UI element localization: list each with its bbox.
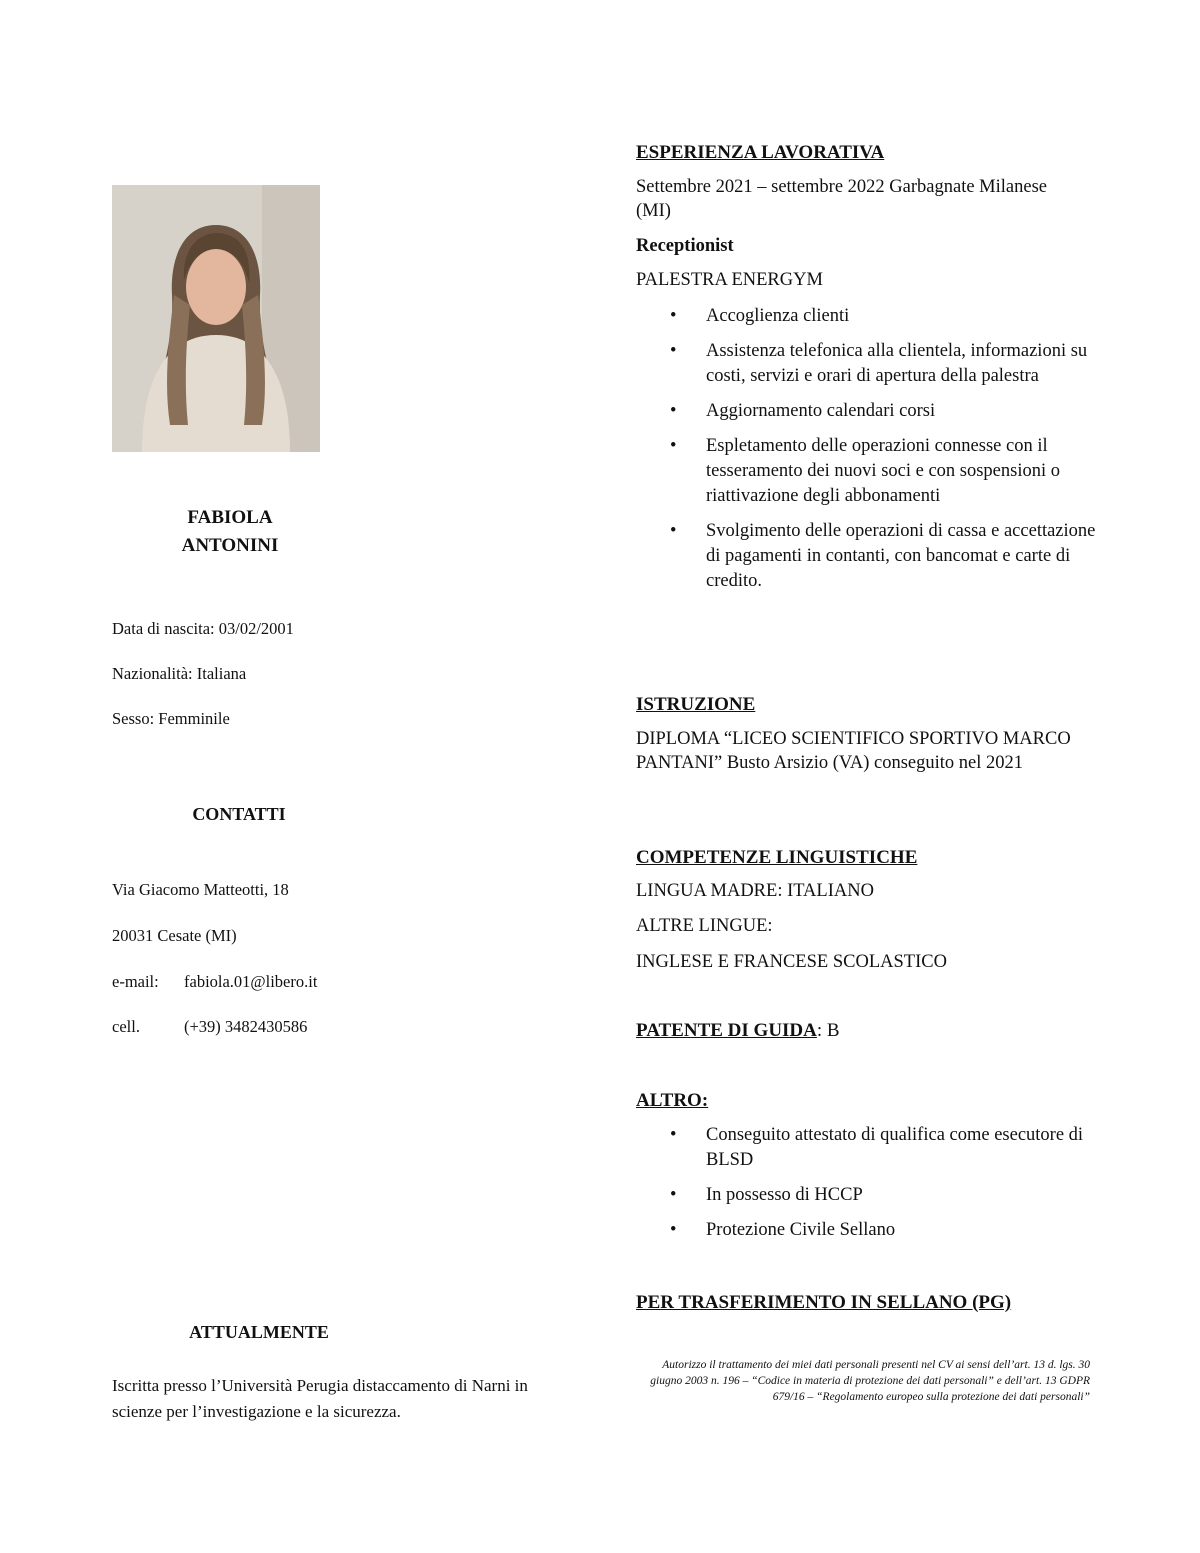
phone-row bbox=[112, 1016, 307, 1038]
languages-heading bbox=[636, 845, 917, 871]
other-item-text: Protezione Civile Sellano bbox=[706, 1220, 896, 1240]
experience-company: PALESTRA ENERGYM bbox=[636, 270, 823, 290]
privacy-consent: Autorizzo il trattamento dei miei dati personali presenti nel CV ai sensi dell’art. 13 d. lgs. 30 giugno 2003 n. 196 – “Codice in materia di protezione dei dati personali” e dell’art. 13 GDPR 679/16 – “Regolamento europeo sulla protezione dei dati personali” bbox=[650, 1359, 1090, 1403]
phone-label: cell. bbox=[112, 1017, 140, 1036]
list-item bbox=[636, 339, 1096, 389]
license-row bbox=[636, 1018, 840, 1044]
profile-photo bbox=[112, 185, 320, 452]
duty-text: Svolgimento delle operazioni di cassa e accettazione di pagamenti in contanti, con bancomat e carte di credito. bbox=[706, 521, 1096, 591]
current-text: Iscritta presso l’Università Perugia distaccamento di Narni in scienze per l’investigazione e la sicurezza. bbox=[112, 1376, 528, 1421]
email-link[interactable]: fabiola.01@libero.it bbox=[184, 972, 318, 991]
list-item bbox=[636, 304, 1096, 329]
bullet-icon: • bbox=[670, 401, 677, 421]
list-item bbox=[636, 1123, 1096, 1173]
list-item bbox=[636, 519, 1096, 594]
other-heading bbox=[636, 1088, 708, 1114]
phone-number: (+39) 3482430586 bbox=[184, 1017, 308, 1036]
duty-text: Espletamento delle operazioni connesse con il tesseramento dei nuovi soci e con sospensioni o riattivazione degli abbonamenti bbox=[706, 436, 1061, 506]
experience-period: Settembre 2021 – settembre 2022 Garbagnate Milanese (MI) bbox=[636, 177, 1047, 221]
bullet-icon: • bbox=[670, 1220, 677, 1240]
transfer-heading-text: PER TRASFERIMENTO IN SELLANO (PG) bbox=[636, 1292, 1012, 1313]
bullet-icon: • bbox=[670, 521, 677, 541]
bullet-icon: • bbox=[670, 1185, 677, 1205]
language-mother: LINGUA MADRE: ITALIANO bbox=[636, 881, 874, 901]
email-label: e-mail: bbox=[112, 972, 159, 991]
duty-text: Accoglienza clienti bbox=[706, 306, 850, 326]
other-item-text: In possesso di HCCP bbox=[706, 1185, 863, 1205]
education-heading-text: ISTRUZIONE bbox=[636, 694, 756, 715]
list-item bbox=[636, 1218, 1096, 1243]
experience-heading-text: ESPERIENZA LAVORATIVA bbox=[636, 142, 885, 163]
license-heading: PATENTE DI GUIDA bbox=[636, 1020, 817, 1041]
transfer-heading bbox=[636, 1290, 1011, 1316]
other-list bbox=[636, 1123, 1096, 1243]
education-heading bbox=[636, 692, 755, 718]
birth-date: Data di nascita: 03/02/2001 bbox=[112, 619, 294, 638]
bullet-icon: • bbox=[670, 1125, 677, 1145]
experience-heading bbox=[636, 140, 884, 166]
education-text: DIPLOMA “LICEO SCIENTIFICO SPORTIVO MARCO PANTANI” Busto Arsizio (VA) conseguito nel 2021 bbox=[636, 729, 1071, 773]
bullet-icon: • bbox=[670, 341, 677, 361]
language-other-label: ALTRE LINGUE: bbox=[636, 916, 773, 936]
experience-role: Receptionist bbox=[636, 236, 734, 256]
license-value: : B bbox=[816, 1020, 840, 1041]
sex: Sesso: Femminile bbox=[112, 709, 230, 728]
languages-heading-text: COMPETENZE LINGUISTICHE bbox=[636, 847, 918, 868]
email-row bbox=[112, 971, 317, 993]
nationality: Nazionalità: Italiana bbox=[112, 664, 247, 683]
list-item bbox=[636, 434, 1096, 509]
language-other: INGLESE E FRANCESE SCOLASTICO bbox=[636, 952, 947, 972]
list-item bbox=[636, 1183, 1096, 1208]
list-item bbox=[636, 399, 1096, 424]
other-item-text: Conseguito attestato di qualifica come esecutore di BLSD bbox=[706, 1125, 1084, 1170]
duty-text: Assistenza telefonica alla clientela, informazioni su costi, servizi e orari di apertura della palestra bbox=[706, 341, 1088, 386]
experience-duties bbox=[636, 304, 1096, 594]
bullet-icon: • bbox=[670, 306, 677, 326]
person-first-name: FABIOLA bbox=[187, 507, 273, 528]
person-last-name: ANTONINI bbox=[181, 535, 279, 556]
current-heading: ATTUALMENTE bbox=[189, 1322, 329, 1342]
duty-text: Aggiornamento calendari corsi bbox=[706, 401, 936, 421]
address-line: Via Giacomo Matteotti, 18 bbox=[112, 880, 289, 899]
city-line: 20031 Cesate (MI) bbox=[112, 926, 237, 945]
other-heading-text: ALTRO: bbox=[636, 1090, 709, 1111]
contacts-heading: CONTATTI bbox=[192, 804, 286, 824]
bullet-icon: • bbox=[670, 436, 677, 456]
